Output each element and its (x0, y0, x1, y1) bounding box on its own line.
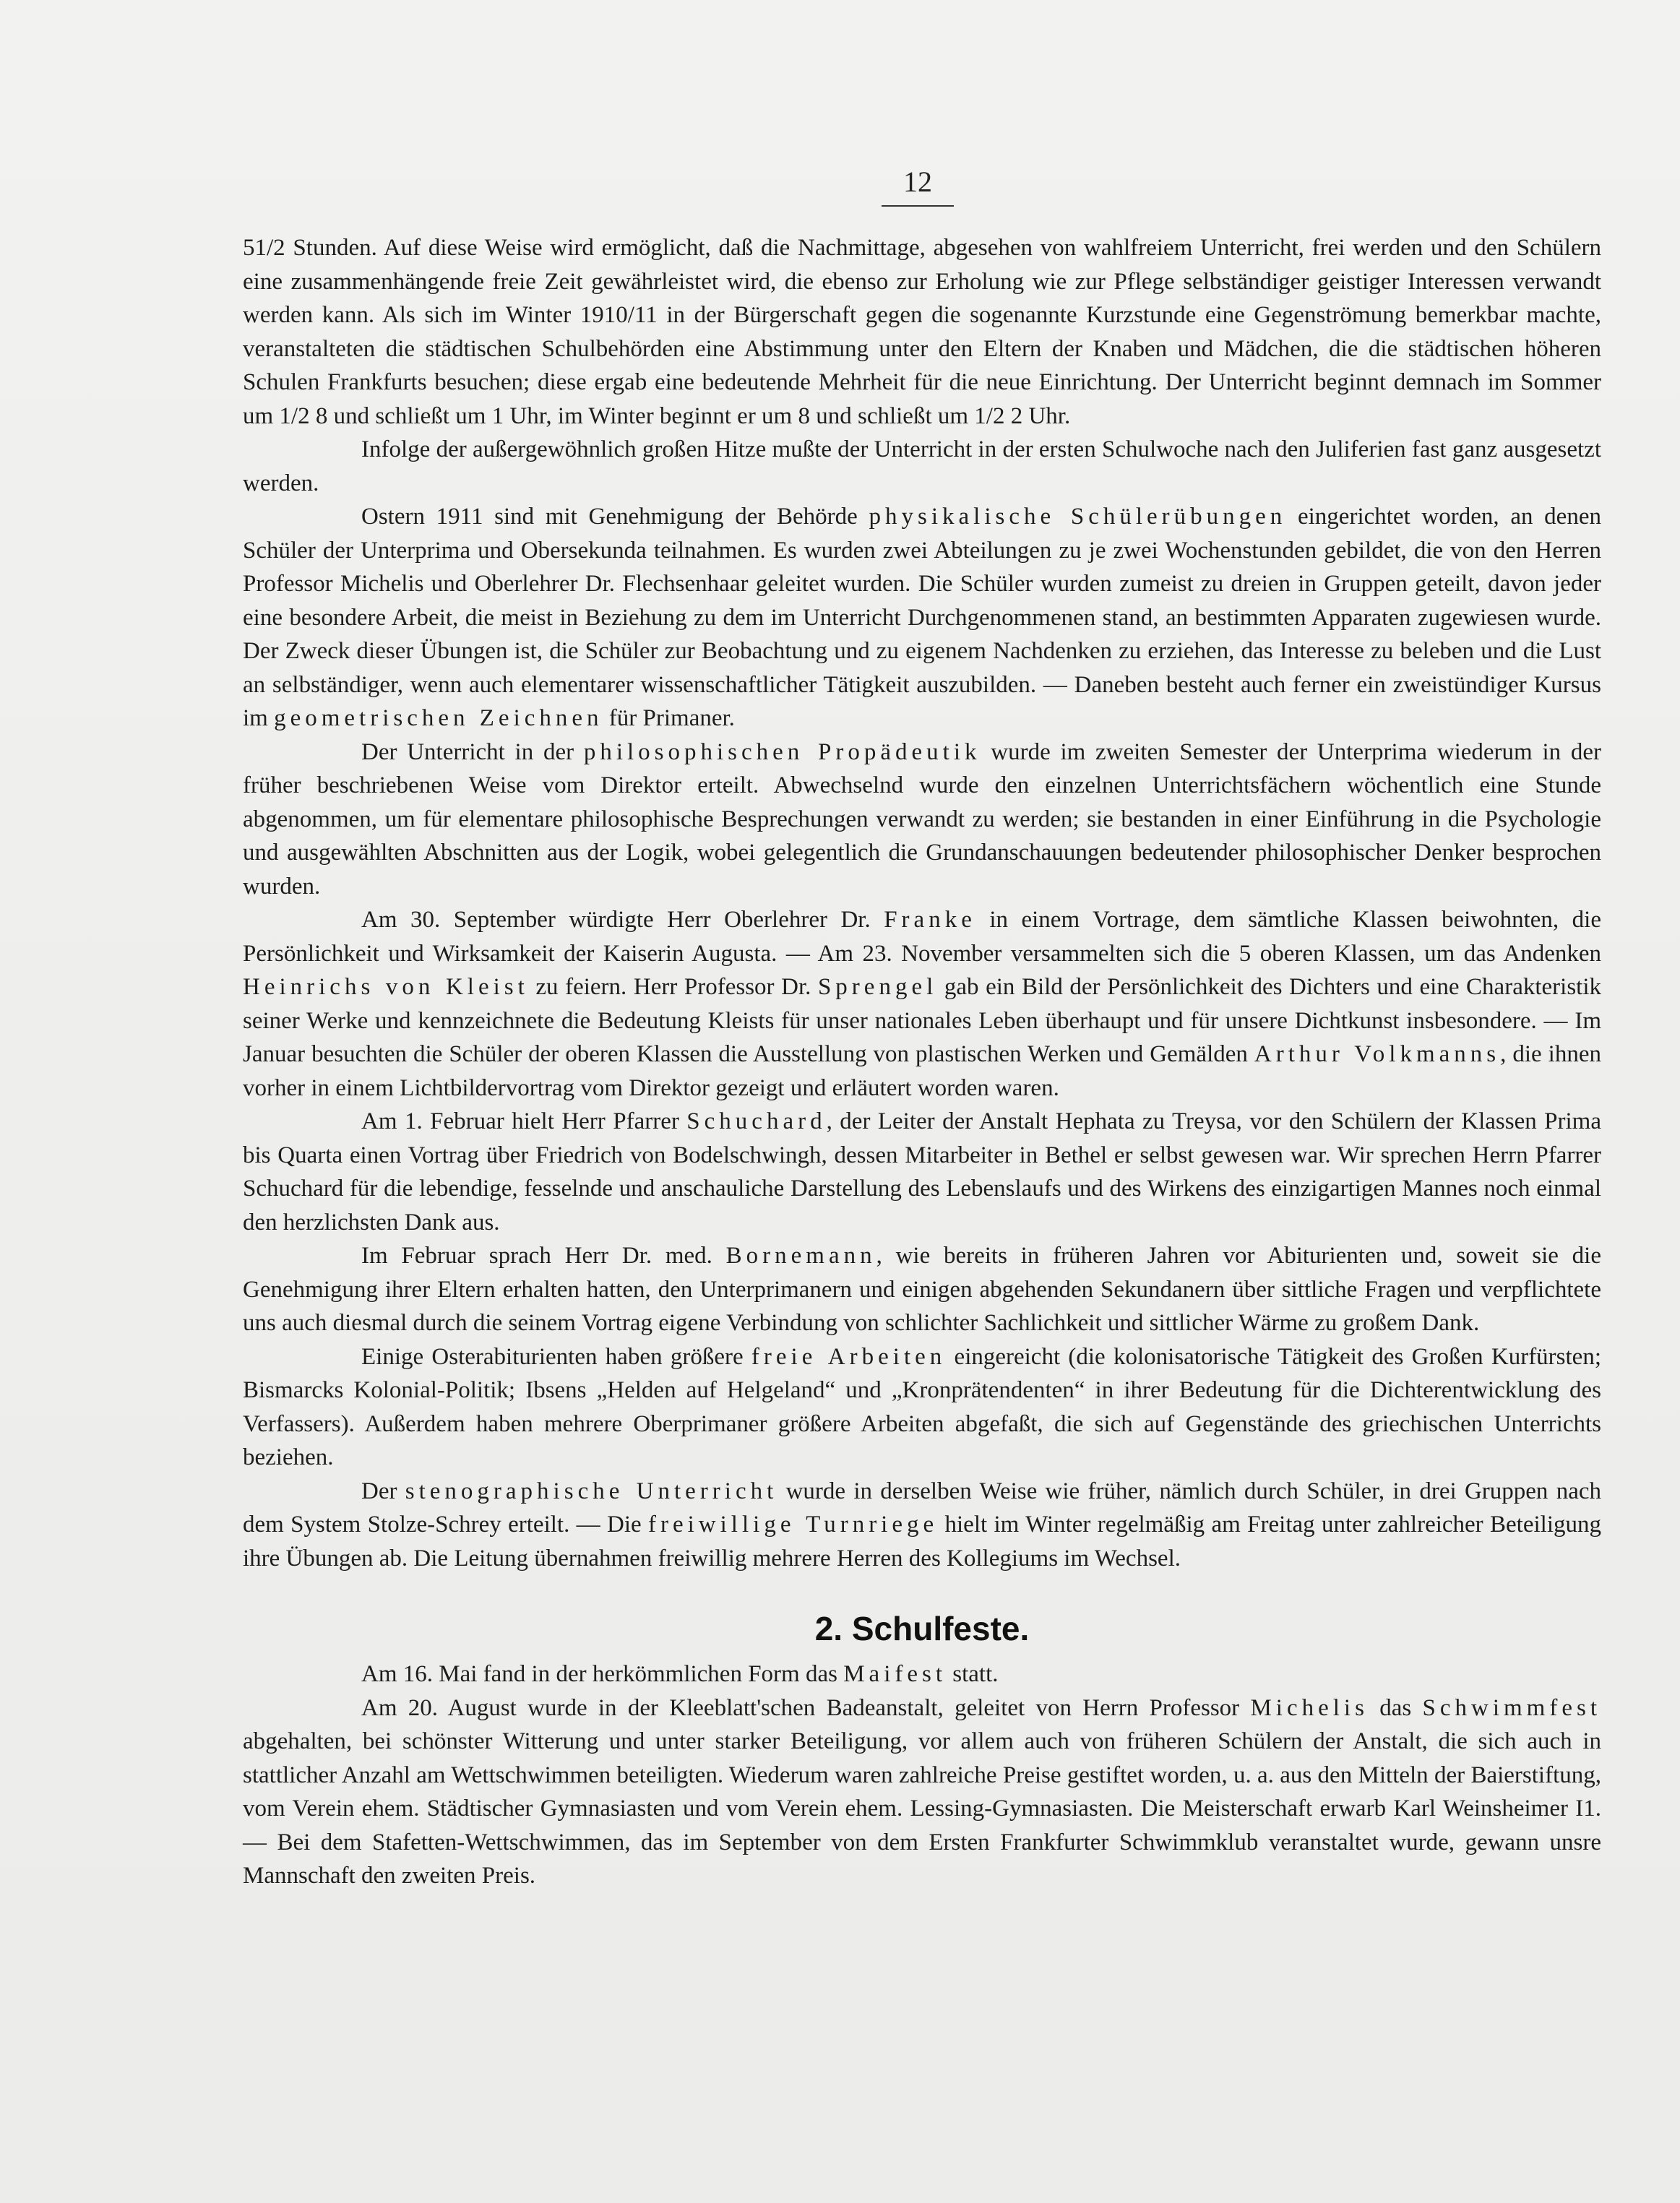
spaced-term: Michelis (1250, 1694, 1369, 1721)
text-run: gab ein Bild der Persönlichkeit des Dichters und eine Charakteristik seiner Werke und kennzeichnete die Bedeutung Kleists für unser nationales Leben überhaupt und für unsere Dichtkunst insbesondere. — Im Januar besuchten die Schüler der oberen Klassen die Ausstellung von plastischen Werken und Gemälden (243, 974, 1601, 1067)
text-run: , wie bereits in früheren Jahren vor Abiturienten und, soweit sie die Genehmigung ihrer Eltern erhalten hatten, den Unterprimanern und einigen abgehenden Sekundanern über sittliche Fragen und verpflichtete uns auch diesmal durch die seinem Vortrag eigene Verbindung von schlichter Sachlichkeit und sittlicher Wärme zu großem Dank. (243, 1243, 1601, 1336)
spaced-term: Heinrichs von Kleist (243, 974, 529, 1000)
spaced-term: Schwimmfest (1422, 1694, 1601, 1721)
spaced-term: physikalische Schülerübungen (869, 504, 1287, 530)
text-run: , die ihnen vorher in einem Lichtbildervortrag vom Direktor gezeigt und erläutert worden waren. (243, 1041, 1601, 1101)
text-run: eingerichtet worden, an denen Schüler der Unterprima und Obersekunda teilnahmen. Es wurden zwei Abteilungen zu je zwei Wochenstunden gebildet, die von den Herren Professor Michelis und Oberlehrer Dr. Flechsenhaar geleitet wurden. Die Schüler wurden zumeist zu dreien in Gruppen geteilt, davon jeder eine besondere Arbeit, die meist in Beziehung zu dem im Unterricht Durchgenommenen stand, an bestimmten Apparaten zugewiesen wurde. Der Zweck dieser Übungen ist, die Schüler zur Beobachtung und zu eigenem Nachdenken zu erziehen, das Interesse zu beleben und die Lust an selbständiger, wenn auch elementarer wissenschaftlicher Tätigkeit auszubilden. — Daneben besteht auch ferner ein zweistündiger Kursus im (243, 504, 1601, 731)
text-run: Am 30. September würdigte Herr Oberlehrer Dr. (361, 907, 884, 933)
body-text (243, 231, 1601, 1893)
text-run: hielt im Winter regelmäßig am Freitag unter zahlreicher Beteiligung ihre Übungen ab. Die Leitung übernahmen freiwillig mehrere Herren des Kollegiums im Wechsel. (243, 1512, 1601, 1572)
spaced-term: geometrischen Zeichnen (274, 705, 603, 731)
text-run: Am 16. Mai fand in der herkömmlichen Form das (361, 1661, 844, 1687)
spaced-term: philosophischen Propädeutik (583, 738, 981, 765)
paragraph-physics-exercises (243, 500, 1601, 736)
text-run: Am 20. August wurde in der Kleeblatt'schen Badeanstalt, geleitet von Herrn Professor (361, 1694, 1251, 1721)
text-run: wurde im zweiten Semester der Unterprima wiederum in der früher beschriebenen Weise vom Direktor erteilt. Abwechselnd wurde den einzelnen Unterrichtsfächern wöchentlich eine Stunde abgenommen, um für elementare philosophische Besprechungen verwandt zu werden; sie bestanden in einer Einführung in die Psychologie und ausgewählten Abschnitten aus der Logik, wobei gelegentlich die Grundanschauungen bedeutender philosophischer Denker besprochen wurden. (243, 738, 1601, 900)
text-run: Im Februar sprach Herr Dr. med. (361, 1243, 726, 1269)
text-run: Am 1. Februar hielt Herr Pfarrer (361, 1108, 687, 1134)
section-heading: 2. Schulfeste. (814, 1610, 1030, 1647)
paragraph-schwimmfest (243, 1691, 1601, 1893)
text-run: in einem Vortrage, dem sämtliche Klassen beiwohnten, die Persönlichkeit und Wirksamkeit der Kaiserin Augusta. — Am 23. November versammelten sich die 5 oberen Klassen, um das Andenken (243, 907, 1601, 967)
paragraph-schedule: 51/2 Stunden. Auf diese Weise wird ermöglicht, daß die Nachmittage, abgesehen von wahlfreiem Unterricht, frei werden und den Schülern eine zusammenhängende freie Zeit gewährleistet wird, die ebenso zur Erholung wie zur Pflege selbständiger geistiger Interessen verwandt werden kann. Als sich im Winter 1910/11 in der Bürgerschaft gegen die sogenannte Kurzstunde eine Gegenströmung bemerkbar machte, veranstalteten die städtischen Schulbehörden eine Abstimmung unter den Eltern der Knaben und Mädchen, die die städtischen höheren Schulen Frankfurts besuchen; diese ergab eine bedeutende Mehrheit für die neue Einrichtung. Der Unterricht beginnt demnach im Sommer um 1/2 8 und schließt um 1 Uhr, im Winter beginnt er um 8 und schließt um 1/2 2 Uhr. (243, 235, 1601, 429)
page-number: 12 (903, 165, 932, 198)
text-run: Ostern 1911 sind mit Genehmigung der Behörde (361, 504, 869, 530)
text-run: zu feiern. Herr Professor Dr. (528, 974, 818, 1000)
paragraph-bornemann (243, 1239, 1601, 1340)
spaced-term: Bornemann (725, 1243, 876, 1269)
paragraph-lectures (243, 903, 1601, 1105)
text-run: für Primaner. (603, 705, 735, 731)
text-run: , der Leiter der Anstalt Hephata zu Treysa, vor den Schülern der Klassen Prima bis Quarta einen Vortrag über Friedrich von Bodelschwingh, dessen Mitarbeiter in Bethel er selbst gewesen war. Wir sprechen Herrn Pfarrer Schuchard für die lebendige, fesselnde und anschauliche Darstellung des Lebenslaufs und des Wirkens des einzigartigen Mannes noch einmal den herzlichsten Dank aus. (243, 1108, 1601, 1236)
paragraph-heat: Infolge der außergewöhnlich großen Hitze mußte der Unterricht in der ersten Schulwoche nach den Juliferien fast ganz ausgesetzt werden. (243, 436, 1601, 496)
spaced-term: Schuchard (686, 1108, 827, 1134)
text-run: abgehalten, bei schönster Witterung und unter starker Beteiligung, vor allem auch von früheren Schülern der Anstalt, die sich auch in stattlicher Anzahl am Wettschwimmen beteiligten. Wiederum waren zahlreiche Preise gestiftet worden, u. a. aus den Mitteln der Baierstiftung, vom Verein ehem. Städtischer Gymnasiasten und vom Verein ehem. Lessing-Gymnasiasten. Die Meisterschaft erwarb Karl Weinsheimer I1. — Bei dem Stafetten-Wettschwimmen, das im September von dem Ersten Frankfurter Schwimmklub veranstaltet wurde, gewann unsre Mannschaft den zweiten Preis. (243, 1728, 1601, 1889)
spaced-term: freiwillige Turnriege (648, 1512, 939, 1538)
text-run: eingereicht (die kolonisatorische Tätigkeit des Großen Kurfürsten; Bismarcks Kolonial-Politik; Ibsens „Helden auf Helgeland“ und „Kronprätendenten“ in ihrer Bedeutung für die Dichterentwicklung des Verfassers). Außerdem haben mehrere Oberprimaner größere Arbeiten abgefaßt, die sich auf Gegenstände des griechischen Unterrichts beziehen. (243, 1343, 1601, 1470)
spaced-term: stenographische Unterricht (405, 1478, 778, 1504)
page-number-rule (882, 205, 954, 207)
text-run: Der (361, 1478, 405, 1504)
spaced-term: Arthur Volkmanns (1254, 1041, 1501, 1067)
text-run: Der Unterricht in der (361, 738, 584, 765)
paragraph-philosophy (243, 736, 1601, 904)
text-run: das (1368, 1694, 1423, 1721)
text-run: statt. (947, 1661, 999, 1687)
paragraph-maifest (243, 1657, 1601, 1691)
spaced-term: Sprengel (817, 974, 938, 1000)
paragraph-free-work (243, 1340, 1601, 1475)
text-run: wurde in derselben Weise wie früher, nämlich durch Schüler, in drei Gruppen nach dem System Stolze-Schrey erteilt. — Die (243, 1478, 1601, 1538)
spaced-term: Maifest (843, 1661, 947, 1687)
spaced-term: freie Arbeiten (751, 1343, 947, 1370)
paragraph-schuchard (243, 1105, 1601, 1239)
spaced-term: Franke (884, 907, 976, 933)
text-run: Einige Osterabiturienten haben größere (361, 1343, 751, 1370)
paragraph-stenography (243, 1475, 1601, 1576)
